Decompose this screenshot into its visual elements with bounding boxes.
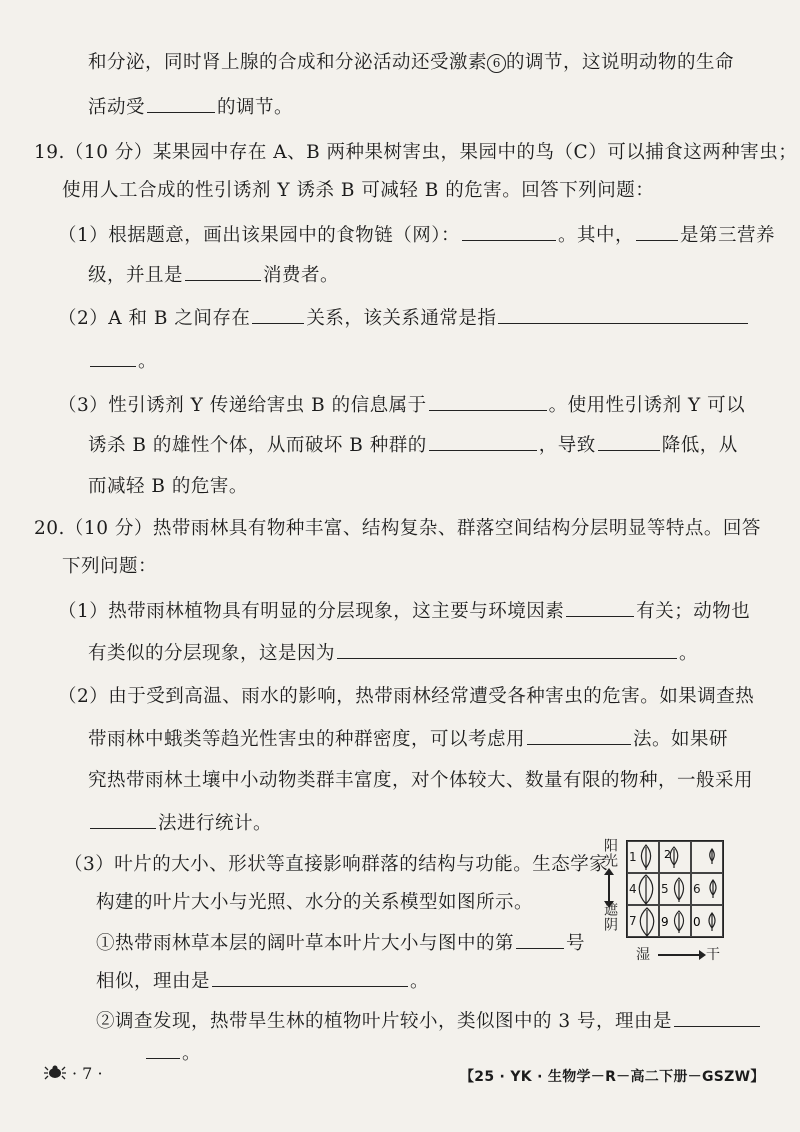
q19-part2-line-1 (58, 305, 750, 332)
cell-number: 4 (629, 882, 637, 896)
q20-part3-line-5 (96, 1008, 762, 1035)
q20-part1-line-2 (88, 640, 698, 667)
answer-blank[interactable] (429, 432, 537, 451)
text-segment: 。其中， (558, 225, 635, 246)
text-segment: （3）性引诱剂 Y 传递给害虫 B 的信息属于 (58, 395, 427, 416)
q20-part3-line-3 (96, 930, 585, 957)
q19-part3-line-1 (58, 392, 745, 419)
text-segment: 号 (566, 933, 586, 954)
grid-cell-6 (691, 873, 723, 905)
text-segment: ①热带雨林草本层的阔叶草本叶片大小与图中的第 (96, 933, 515, 954)
answer-blank-foodweb[interactable] (462, 222, 556, 241)
answer-blank[interactable] (185, 262, 261, 281)
text-segment: 带雨林中蛾类等趋光性害虫的种群密度，可以考虑用 (88, 729, 526, 750)
svg-text:9: 9 (661, 915, 669, 929)
q19-part1-line-2 (88, 262, 339, 289)
leaf-icon (660, 906, 692, 938)
answer-blank[interactable] (90, 348, 136, 367)
grid-cell-7 (627, 905, 659, 937)
text-segment: 。 (410, 971, 430, 992)
text-segment: 法。如果研 (633, 729, 729, 750)
answer-blank[interactable] (252, 305, 304, 324)
answer-blank[interactable] (598, 432, 660, 451)
leaf-model-figure (596, 838, 730, 968)
answer-blank[interactable] (636, 222, 678, 241)
answer-blank[interactable] (212, 968, 408, 987)
leaf-icon (628, 842, 660, 874)
text-segment: 关系，该关系通常是指 (306, 308, 497, 329)
cell-number: 1 (629, 850, 637, 864)
q19-part1-line-1 (58, 222, 775, 249)
text-segment: ，导致 (538, 435, 596, 456)
text-segment: （1）热带雨林植物具有明显的分层现象，这主要与环境因素 (58, 601, 565, 622)
bug-icon (44, 1064, 66, 1080)
text-segment: 诱杀 B 的雄性个体，从而破坏 B 种群的 (88, 435, 427, 456)
light-axis-arrow (608, 874, 610, 902)
leaf-icon (628, 906, 660, 938)
light-label: 阳光 (602, 838, 618, 868)
grid-cell-2 (659, 841, 691, 873)
q20-part2-line-4 (88, 810, 272, 837)
leaf-icon (660, 874, 692, 906)
grid-cell-5 (659, 873, 691, 905)
dry-label: 干 (706, 947, 720, 963)
q19-part2-line-2 (88, 348, 157, 375)
text-segment: 法进行统计。 (158, 813, 273, 834)
text-segment: 消费者。 (263, 265, 340, 286)
answer-blank[interactable] (337, 640, 677, 659)
leaf-icon (692, 842, 724, 874)
cell-number: 5 (661, 882, 669, 896)
text-segment: 级，并且是 (88, 265, 184, 286)
answer-blank[interactable] (90, 810, 156, 829)
grid-cell-3 (691, 841, 723, 873)
text-segment: 是第三营养 (680, 225, 776, 246)
answer-blank[interactable] (566, 598, 634, 617)
text-segment: 活动受 (88, 97, 146, 118)
text-segment: （2）A 和 B 之间存在 (58, 308, 251, 329)
grid-cell-8 (659, 905, 691, 937)
text-segment: （1）根据题意，画出该果园中的食物链（网）： (58, 225, 461, 246)
q19-part3-line-3: 而减轻 B 的危害。 (88, 476, 248, 497)
text-segment: 降低，从 (661, 435, 738, 456)
text-segment: 和分泌，同时肾上腺的合成和分泌活动还受激素 (88, 52, 488, 73)
text-segment: ②调查发现，热带旱生林的植物叶片较小，类似图中的 3 号，理由是 (96, 1011, 673, 1032)
grid-cell-1 (627, 841, 659, 873)
q20-part3-line-1: （3）叶片的大小、形状等直接影响群落的结构与功能。生态学家 (64, 854, 609, 875)
text-segment: 。 (182, 1043, 202, 1064)
text-segment: 。 (679, 643, 699, 664)
svg-text:2: 2 (664, 848, 671, 861)
leaf-grid (626, 840, 724, 938)
cell-number: 6 (693, 882, 701, 896)
q20-stem-line-2: 下列问题： (62, 556, 158, 577)
q20-part3-line-6 (144, 1040, 201, 1067)
q19-part3-line-2 (88, 432, 738, 459)
answer-blank[interactable] (527, 726, 631, 745)
answer-blank[interactable] (516, 930, 564, 949)
text-segment: 。 (138, 351, 158, 372)
q19-stem-line-1: 19.（10 分）某果园中存在 A、B 两种果树害虫，果园中的鸟（C）可以捕食这两种害虫； (34, 142, 798, 163)
answer-blank[interactable] (429, 392, 547, 411)
leaf-icon (660, 842, 692, 874)
text-segment: 有关；动物也 (636, 601, 751, 622)
leaf-icon (692, 874, 724, 906)
q20-part3-line-2: 构建的叶片大小与光照、水分的关系模型如图所示。 (96, 892, 534, 913)
grid-cell-4 (627, 873, 659, 905)
text-segment: 有类似的分层现象，这是因为 (88, 643, 336, 664)
answer-blank[interactable] (146, 1040, 180, 1059)
text-segment: 相似，理由是 (96, 971, 211, 992)
text-line-1 (88, 50, 734, 76)
text-line-2 (88, 94, 293, 121)
footer-code: 【25 · YK · 生物学－R－高二下册－GSZW】 (460, 1069, 765, 1085)
leaf-icon (628, 874, 660, 906)
q20-part2-line-3: 究热带雨林土壤中小动物类群丰富度，对个体较大、数量有限的物种，一般采用 (88, 770, 754, 791)
q19-stem-line-2: 使用人工合成的性引诱剂 Y 诱杀 B 可减轻 B 的危害。回答下列问题： (62, 180, 655, 201)
wet-label: 湿 (636, 947, 650, 963)
moisture-axis-arrow (658, 954, 700, 956)
answer-blank[interactable] (674, 1008, 760, 1027)
grid-cell-9 (691, 905, 723, 937)
text-segment: 。使用性引诱剂 Y 可以 (548, 395, 746, 416)
answer-blank[interactable] (147, 94, 215, 113)
q20-part3-line-4 (96, 968, 429, 995)
page-number: · 7 · (72, 1064, 103, 1083)
q20-part1-line-1 (58, 598, 750, 625)
q20-part2-line-1: （2）由于受到高温、雨水的影响，热带雨林经常遭受各种害虫的危害。如果调查热 (58, 686, 755, 707)
q20-stem-line-1: 20.（10 分）热带雨林具有物种丰富、结构复杂、群落空间结构分层明显等特点。回答 (34, 518, 761, 539)
text-segment: 的调节。 (217, 97, 294, 118)
answer-blank[interactable] (498, 305, 748, 324)
circled-number: 6 (487, 54, 506, 73)
text-segment: 的调节，这说明动物的生命 (506, 52, 735, 73)
q20-part2-line-2 (88, 726, 728, 753)
svg-text:0: 0 (693, 915, 701, 929)
cell-number: 7 (629, 914, 637, 928)
leaf-icon (692, 906, 724, 938)
shade-label: 遮阴 (602, 902, 618, 932)
